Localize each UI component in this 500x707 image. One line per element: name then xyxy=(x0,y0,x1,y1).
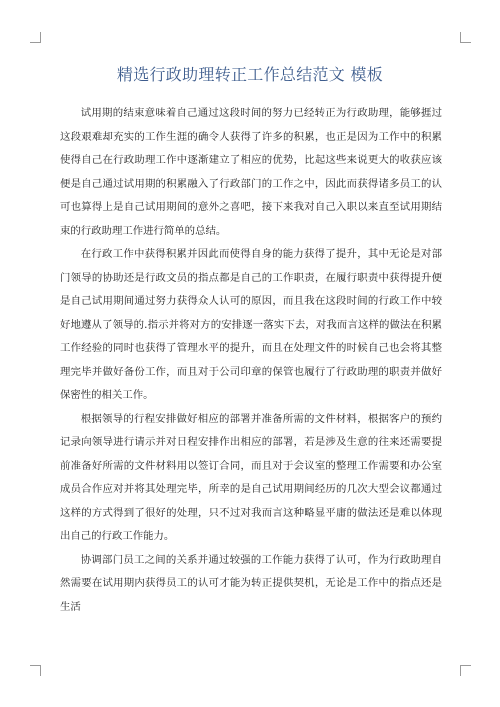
crop-mark-top-left xyxy=(30,32,41,43)
paragraph-3: 根据领导的行程安排做好相应的部署并准备所需的文件材料，根据客户的预约记录向领导进行请示并对日程安排作出相应的部署，若是涉及生意的往来还需要提前准备好所需的文件材料用以签订合同，而且对于会议室的整理工作需要和办公室成员合作应对并将其处理完毕，所幸的是自己试用期间经历的几次大型会议都通过这样的方式得到了很好的处理，只不过对我而言这种略显平庸的做法还是难以体现出自己的行政工作能力。 xyxy=(60,412,442,542)
paragraph-1: 试用期的结束意味着自己通过这段时间的努力已经转正为行政助理，能够捱过这段艰难却充实的工作生涯的确令人获得了许多的积累，也正是因为工作中的积累使得自己在行政助理工作中逐渐建立了相应的优势，比起这些来说更大的收获应该便是自己通过试用期的积累融入了行政部门的工作之中，因此而获得诸多员工的认可也算得上是自己试用期间的意外之喜吧，接下来我对自己入职以来直至试用期结束的行政助理工作进行简单的总结。 xyxy=(60,107,442,237)
paragraph-2: 在行政工作中获得积累并因此而使得自身的能力获得了提升，其中无论是对部门领导的协助还是行政文员的指点都是自己的工作职责，在履行职责中获得提升便是自己试用期间通过努力获得众人认可的原因，而且我在这段时间的行政工作中较好地遵从了领导的.指示并将对方的安排逐一落实下去，对我而言这样的做法在积累工作经验的同时也获得了管理水平的提升，而且在处理文件的时候自己也会将其整理完毕并做好备份工作，而且对于公司印章的保管也履行了行政助理的职责并做好保密性的相关工作。 xyxy=(60,248,442,401)
paragraph-4: 协调部门员工之间的关系并通过较强的工作能力获得了认可，作为行政助理自然需要在试用期内获得员工的认可才能为转正提供契机，无论是工作中的指点还是生活 xyxy=(60,553,442,613)
crop-mark-bottom-right xyxy=(460,665,471,676)
crop-mark-top-right xyxy=(460,32,471,43)
document-body xyxy=(60,102,442,619)
document-title: 精选行政助理转正工作总结范文 模板 xyxy=(116,65,384,84)
crop-mark-bottom-left xyxy=(30,665,41,676)
